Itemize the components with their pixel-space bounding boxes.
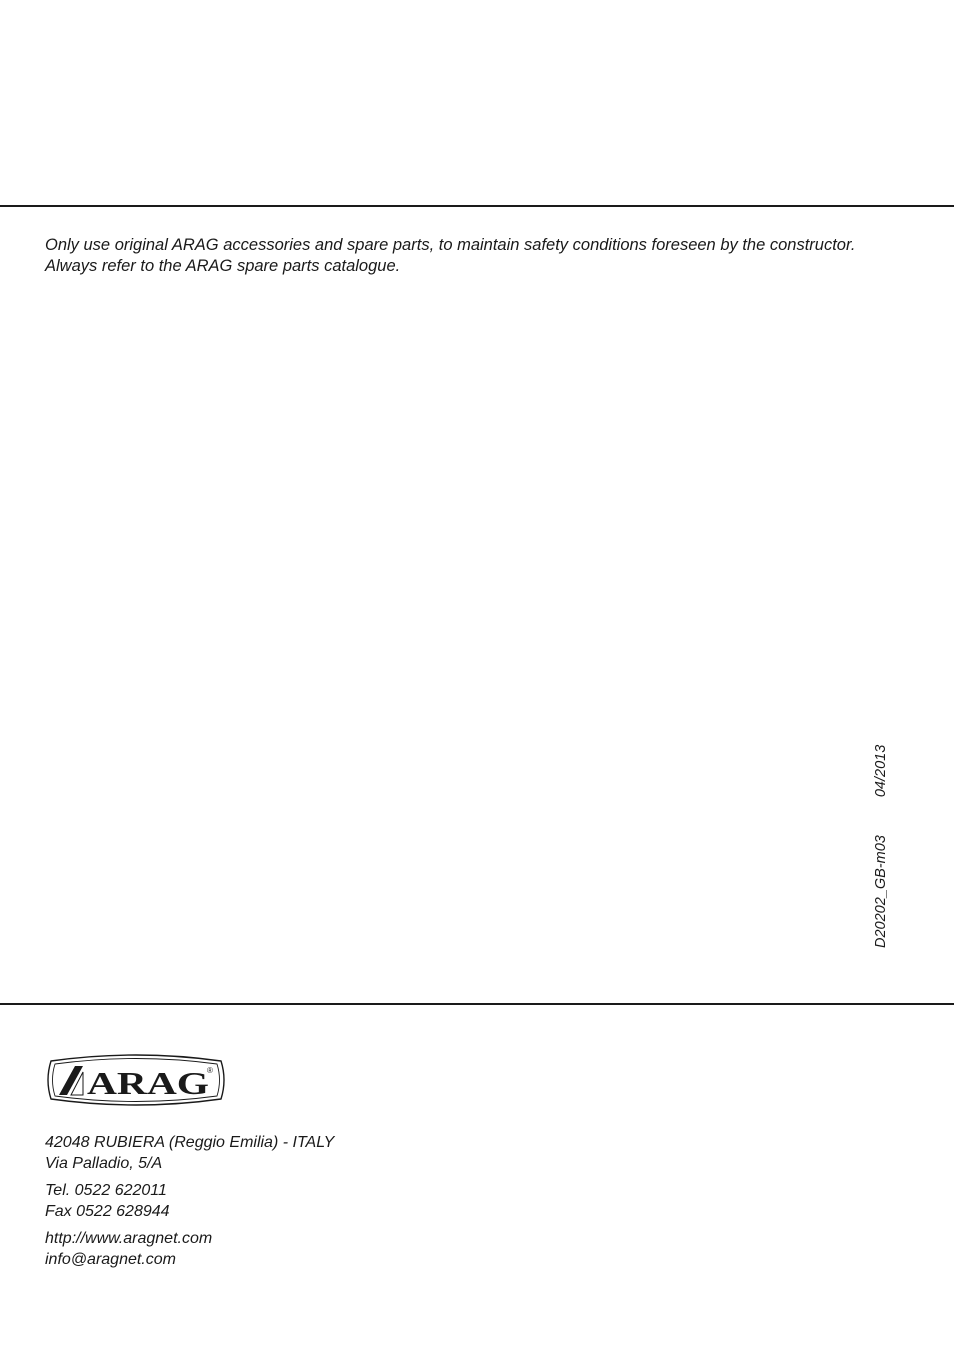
- arag-logo: [45, 1051, 227, 1109]
- address-group: [45, 1132, 334, 1174]
- document-code: D20202_GB-m03: [873, 835, 889, 948]
- bottom-divider: [0, 1003, 954, 1005]
- phone-group: [45, 1180, 334, 1222]
- notice-line-2: Always refer to the ARAG spare parts catalogue.: [45, 257, 401, 275]
- document-meta: [872, 745, 890, 948]
- notice-line-1: Only use original ARAG accessories and spare parts, to maintain safety conditions foreseen by the constructor.: [45, 236, 856, 254]
- document-date: 04/2013: [873, 744, 889, 798]
- telephone: Tel. 0522 622011: [45, 1182, 167, 1199]
- contact-block: [45, 1132, 334, 1276]
- address-line-2: Via Palladio, 5/A: [45, 1155, 163, 1172]
- arag-logo-graphic: [45, 1051, 227, 1109]
- spare-parts-notice: [45, 235, 925, 277]
- address-line-1: 42048 RUBIERA (Reggio Emilia) - ITALY: [45, 1134, 335, 1151]
- web-group: [45, 1228, 334, 1270]
- top-divider: [0, 205, 954, 207]
- logo-wordmark: ARAG: [87, 1065, 210, 1101]
- registered-mark: ®: [207, 1066, 213, 1075]
- fax: Fax 0522 628944: [45, 1203, 170, 1220]
- email-link[interactable]: info@aragnet.com: [45, 1251, 176, 1268]
- website-link[interactable]: http://www.aragnet.com: [45, 1230, 213, 1247]
